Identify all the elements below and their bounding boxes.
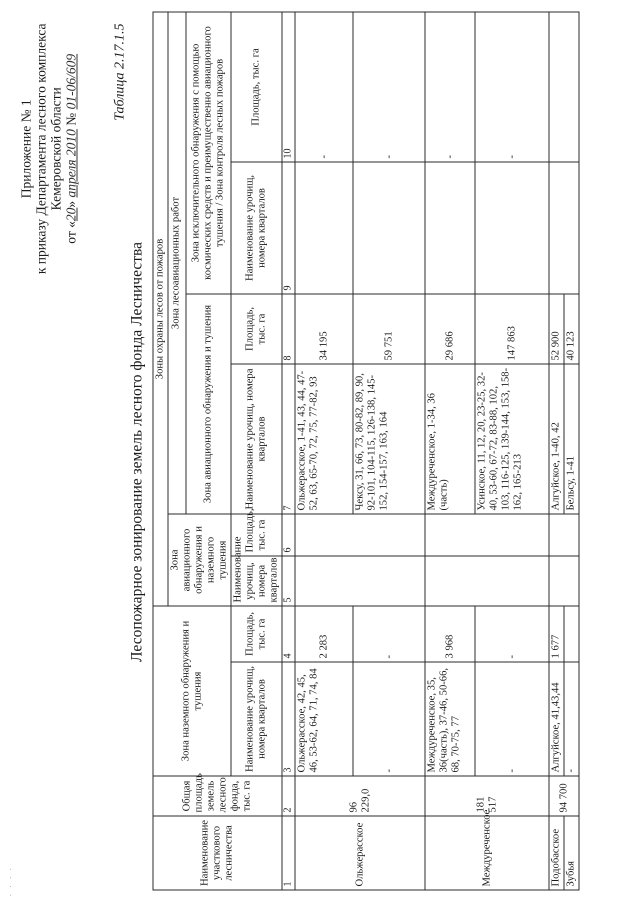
appendix-order-line: к приказу Департамента лесного комплекса	[33, 23, 49, 275]
ground-area: -	[475, 606, 549, 662]
aviation-ground-tracts	[295, 556, 425, 606]
ground-area: -	[353, 606, 425, 662]
aviation-tracts: Чексу, 31, 66, 73, 80-82, 89, 90, 92-101, 104-115, 126-138, 145-152, 154-157, 163, 164	[353, 364, 425, 514]
table-row	[549, 12, 564, 890]
ground-area	[564, 606, 579, 662]
forestry-total-area: 96 229,0	[295, 776, 425, 816]
column-number: 10	[282, 12, 295, 162]
column-number: 4	[282, 606, 295, 662]
space-tracts	[425, 162, 475, 294]
page-title: Лесопожарное зонирование земель лесного фонда Лесничества	[128, 242, 146, 662]
aviation-ground-area	[425, 514, 549, 556]
aviation-tracts: Ольжерасское, 1-41, 43, 44, 47-52, 63, 65-70, 72, 75, 77-82, 93	[295, 364, 353, 514]
scan-mark: · · · ·	[6, 865, 16, 897]
ground-tracts: Ольжерасское, 42, 45, 46, 53-62, 64, 71, 74, 84	[295, 662, 353, 776]
aviation-area: 29 686	[425, 294, 475, 364]
subheader-tracts: Наименование урочищ, номера кварталов	[231, 364, 282, 514]
subheader-area: Площадь, тыс. га	[231, 12, 282, 162]
column-number: 2	[282, 776, 295, 816]
column-number: 6	[282, 514, 295, 556]
rotated-document-page	[1, 0, 640, 905]
forestry-name: Подобасское	[549, 816, 564, 890]
ground-tracts: Междуреченское, 35, 36(часть), 37-46, 50-66, 68, 70-75, 77	[425, 662, 475, 776]
space-area: -	[425, 12, 475, 162]
space-area	[549, 12, 579, 162]
aviation-ground-tracts	[425, 556, 549, 606]
forestry-name: Зубья	[564, 816, 579, 890]
aviation-ground-tracts	[549, 556, 579, 606]
aviation-tracts: Междуреченское, 1-34, 36 (часть)	[425, 364, 475, 514]
table-row	[475, 12, 549, 890]
aviation-ground-area	[549, 514, 579, 556]
forestry-total-area: 181 517	[425, 776, 549, 816]
ground-area: 2 283	[295, 606, 353, 662]
zoning-table	[153, 12, 580, 891]
order-mid: »	[63, 197, 79, 208]
ground-area: 1 677	[549, 606, 564, 662]
space-area: -	[295, 12, 353, 162]
aviation-tracts: Бельсу, 1-41	[564, 364, 579, 514]
appendix-header	[19, 24, 79, 275]
space-tracts	[549, 162, 579, 294]
column-number-row	[282, 12, 295, 890]
aviation-area: 40 123	[564, 294, 579, 364]
handwritten-day: 20	[63, 207, 79, 222]
space-area: -	[353, 12, 425, 162]
header-area: Общая площадь земель лесного фонда, тыс. га	[153, 776, 282, 816]
appendix-region: Кемеровской области	[48, 87, 64, 211]
forestry-name: Ольжерасское	[295, 816, 425, 890]
aviation-area: 59 751	[353, 294, 425, 364]
handwritten-month: апреля 2010	[63, 129, 79, 198]
column-number: 1	[282, 816, 295, 890]
column-number: 3	[282, 662, 295, 776]
subheader-area: Площадь, тыс. га	[231, 606, 282, 662]
space-tracts	[353, 162, 425, 294]
aviation-area: 147 863	[475, 294, 549, 364]
space-tracts	[475, 162, 549, 294]
header-name: Наименование участкового лесничества	[153, 816, 282, 890]
subheader-area: Площадь, тыс. га	[231, 514, 282, 556]
handwritten-order-number: 01-06/609	[63, 53, 79, 110]
header-fire-protection: Зоны охраны лесов от пожаров	[153, 12, 168, 606]
aviation-ground-area	[295, 514, 425, 556]
aviation-tracts: Усинское, 11, 12, 20, 23-25, 32-40, 53-60, 67-72, 83-88, 102, 103, 116-125, 139-144, 153, 158-162, 165-213	[475, 364, 549, 514]
ground-tracts: -	[564, 662, 579, 776]
column-number: 9	[282, 162, 295, 294]
header-ground-zone: Зона наземного обнаружения и тушения	[153, 606, 231, 776]
header-aviation-ground: Зона авиационного обнаружения и наземного тушения	[168, 514, 231, 606]
table-row	[353, 12, 425, 890]
table-row	[425, 12, 475, 890]
header-row-4	[231, 12, 282, 890]
column-number: 7	[282, 364, 295, 514]
column-number: 5	[282, 556, 295, 606]
ground-tracts: -	[475, 662, 549, 776]
header-aviation-works: Зона лесоавиационных работ	[168, 12, 186, 514]
subheader-tracts: Наименование урочищ, номера кварталов	[231, 162, 282, 294]
column-number: 8	[282, 294, 295, 364]
order-prefix: от «	[63, 221, 79, 244]
table-number: Таблица 2.17.1.5	[112, 23, 128, 121]
ground-tracts: Алгуйское, 41,43,44	[549, 662, 564, 776]
order-no-prefix: №	[63, 109, 79, 130]
ground-tracts: -	[353, 662, 425, 776]
table-row	[295, 12, 353, 890]
aviation-area: 52 900	[549, 294, 564, 364]
subheader-area: Площадь, тыс. га	[231, 294, 282, 364]
order-date-line	[64, 24, 79, 275]
appendix-number: Приложение № 1	[18, 99, 34, 199]
ground-area: 3 968	[425, 606, 475, 662]
space-tracts	[295, 162, 353, 294]
header-aviation-zone: Зона авиационного обнаружения и тушения	[186, 294, 232, 514]
forestry-name: Междуреченское	[425, 816, 549, 890]
header-space-zone: Зона исключительного обнаружения с помощью космических средств и преимущественно авиационного тушения / Зона контроля лесных пожаров	[186, 12, 232, 294]
forestry-total-area: 94 700	[549, 776, 579, 816]
aviation-area: 34 195	[295, 294, 353, 364]
subheader-tracts: Наименование урочищ, номера кварталов	[231, 662, 282, 776]
aviation-tracts: Алгуйское, 1-40, 42	[549, 364, 564, 514]
space-area: -	[475, 12, 549, 162]
subheader-tracts: Наименование урочищ, номера кварталов	[231, 556, 282, 606]
header-row-1	[153, 12, 168, 890]
